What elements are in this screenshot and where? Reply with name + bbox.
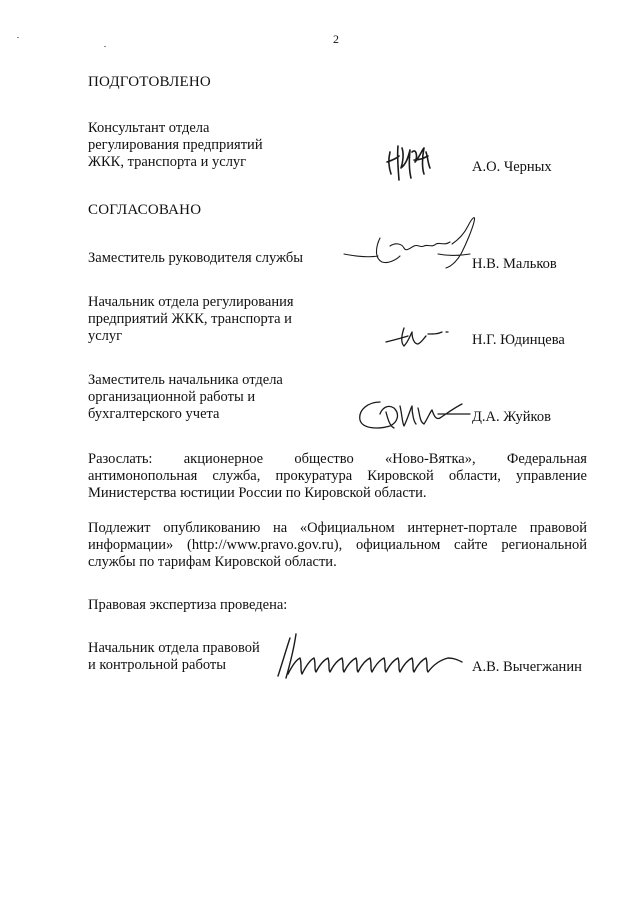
distribution-word: общество <box>294 451 354 467</box>
distribution-word: «Ново-Вятка», <box>385 451 476 467</box>
signature-yudintseva <box>384 322 454 352</box>
prepared-name: А.О. Черных <box>472 159 552 175</box>
signature-malkov <box>340 210 490 280</box>
legal-review-statement: Правовая экспертиза проведена: <box>88 597 288 613</box>
distribution-word: акционерное <box>183 451 264 467</box>
approved-heading: СОГЛАСОВАНО <box>88 202 202 218</box>
legal-review-position-line: и контрольной работы <box>88 657 226 673</box>
prepared-position-line: регулирования предприятий <box>88 137 263 153</box>
signatory-name: Н.В. Мальков <box>472 256 557 272</box>
signatory-position-line: организационной работы и <box>88 389 256 405</box>
distribution-paragraph <box>88 451 587 502</box>
signatory-name: Н.Г. Юдинцева <box>472 332 565 348</box>
signatory-position-line: бухгалтерского учета <box>88 406 220 422</box>
signature-chernykh <box>384 138 440 184</box>
distribution-rest: антимонопольная служба, прокуратура Кировской области, управление Министерства юстиции России по Кировской области. <box>88 468 587 501</box>
scan-speck <box>17 37 19 38</box>
prepared-position-line: Консультант отдела <box>88 120 210 136</box>
signature-zhuikov <box>350 392 475 438</box>
signatory-position <box>88 250 348 267</box>
page-number: 2 <box>333 32 339 46</box>
distribution-first-line <box>88 451 587 468</box>
signatory-name: Д.А. Жуйков <box>472 409 551 425</box>
prepared-heading: ПОДГОТОВЛЕНО <box>88 74 211 90</box>
signatory-position-line: предприятий ЖКК, транспорта и <box>88 311 292 327</box>
signatory-position-line: Заместитель руководителя службы <box>88 250 304 266</box>
signatory-position-line: Заместитель начальника отдела <box>88 372 283 388</box>
signatory-position-line: услуг <box>88 328 123 344</box>
signatory-position <box>88 372 348 423</box>
signature-vychegzhanin <box>268 630 468 684</box>
signatory-position-line: Начальник отдела регулирования <box>88 294 294 310</box>
legal-review-name: А.В. Вычегжанин <box>472 659 582 675</box>
distribution-word: Разослать: <box>88 451 153 467</box>
prepared-position <box>88 120 328 171</box>
publication-paragraph: Подлежит опубликованию на «Официальном интернет-портале правовой информации» (http://www.pravo.gov.ru), официальном сайте региональной службы по тарифам Кировской области. <box>88 520 587 570</box>
legal-review-position-line: Начальник отдела правовой <box>88 640 260 656</box>
prepared-position-line: ЖКК, транспорта и услуг <box>88 154 247 170</box>
scan-speck <box>104 46 106 47</box>
distribution-word: Федеральная <box>506 451 587 467</box>
signatory-position <box>88 294 348 345</box>
